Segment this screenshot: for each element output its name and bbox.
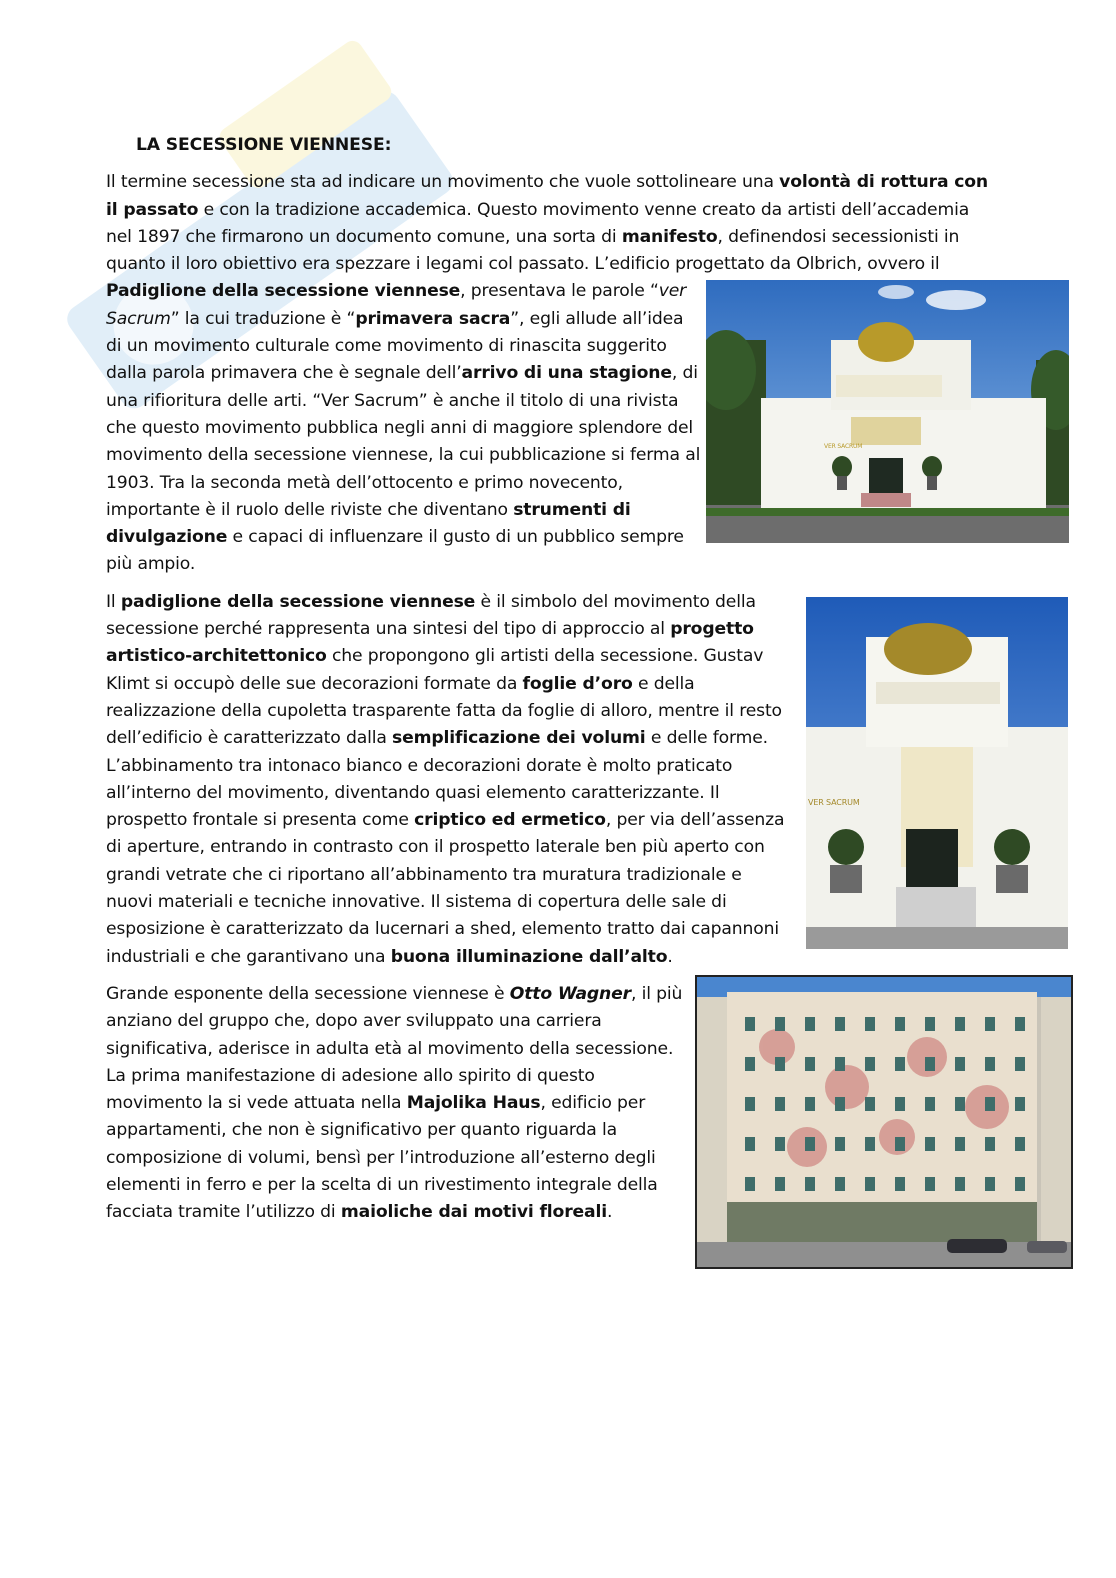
secession-entrance-photo	[806, 597, 1068, 949]
paragraph-1: Il termine secessione sta ad indicare un movimento che vuole sottolineare una volontà di rottura con il passato e con la tradizione accademica. Questo movimento venne creato da artisti dell’accademia nel 1897 che firmarono un documento comune, una sorta di manifesto, definendosi secessionisti in quanto il loro obiettivo era spezzare i legami col passato. L’edificio progettato da Olbrich, ovvero il VER SACRUM Padiglione della secessione viennese, presentava le parole “ver Sacrum” la cui traduzione è “primavera sacra”, egli allude all’idea di un movimento culturale come movimento di rinascita suggerito dalla parola primavera che è segnale dell’arrivo di una stagione, di una rifioritura delle arti. “Ver Sacrum” è anche il titolo di una rivista che questo movimento pubblica negli anni di maggiore splendore del movimento della secessione viennese, la cui pubblicazione si ferma al 1903. Tra la seconda metà dell’ottocento e primo novecento, importante è il ruolo delle riviste che diventano strumenti di divulgazione e capaci di influenzare il gusto di un pubblico sempre più ampio.	[106, 169, 996, 578]
secession-building-photo	[706, 280, 1069, 543]
paragraph-2: VER SACRUM Il padiglione della secessione viennese è il simbolo del movimento della secessione perché rappresenta una sintesi del tipo di approccio al progetto artistico-architettonico che propongono gli artisti della secessione. Gustav Klimt si occupò delle sue decorazioni formate da foglie d’oro e della realizzazione della cupoletta trasparente fatta da foglie di alloro, mentre il resto dell’edificio è caratterizzato dalla semplificazione dei volumi e delle forme. L’abbinamento tra intonaco bianco e decorazioni dorate è molto praticato all’interno del movimento, diventando quasi elemento caratterizzante. Il prospetto frontale si presenta come criptico ed ermetico, per via dell’assenza di aperture, entrando in contrasto con il prospetto laterale ben più aperto con grandi vetrate che ci riportano all’abbinamento tra muratura tradizionale e nuovi materiali e tecniche innovative. Il sistema di copertura delle sale di esposizione è caratterizzato da lucernari a shed, elemento tratto dai capannoni industriali e che garantivano una buona illuminazione dall’alto.	[106, 589, 996, 971]
facade-inscription-1: VER SACRUM	[824, 443, 863, 451]
facade-inscription-2: VER SACRUM	[808, 797, 860, 807]
majolika-haus-photo	[695, 975, 1073, 1269]
document-body	[106, 132, 996, 1279]
page-title: LA SECESSIONE VIENNESE:	[136, 135, 392, 155]
paragraph-3: Grande esponente della secessione viennese è Otto Wagner, il più anziano del gruppo che, dopo aver sviluppato una carriera significativa, aderisce in adulta età al movimento della secessione. La prima manifestazione di adesione allo spirito di questo movimento la si vede attuata nella Majolika Haus, edificio per appartamenti, che non è significativo per quanto riguarda la composizione di volumi, bensì per l’introduzione all’esterno degli elementi in ferro e per la scelta di un rivestimento integrale della facciata tramite l’utilizzo di maioliche dai motivi floreali.	[106, 983, 683, 1223]
